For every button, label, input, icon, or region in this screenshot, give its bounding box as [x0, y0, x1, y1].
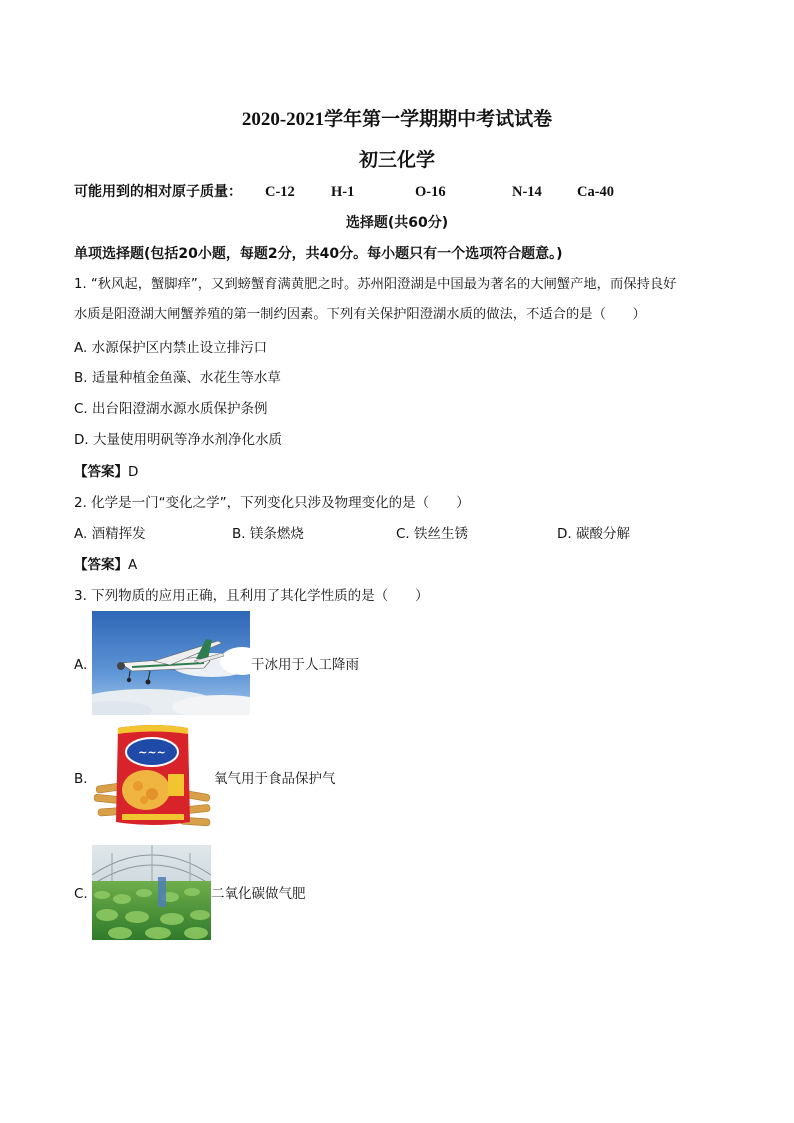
q1-option-d: D. 大量使用明矾等净水剂净化水质 [74, 432, 282, 448]
q1-option-c: C. 出台阳澄湖水源水质保护条例 [74, 401, 268, 417]
q2-option-c: C. 铁丝生锈 [396, 526, 469, 542]
atomic-mass-ca: Ca-40 [577, 184, 615, 200]
exam-title: 2020-2021学年第一学期期中考试试卷 [241, 109, 553, 130]
snack-bag-image [94, 722, 212, 832]
q2-stem: 2. 化学是一门“变化之学”，下列变化只涉及物理变化的是（ ） [74, 495, 470, 511]
atomic-mass-c: C-12 [265, 184, 295, 200]
q1-option-a: A. 水源保护区内禁止设立排污口 [74, 340, 268, 356]
q3-option-c-text: 二氧化碳做气肥 [211, 886, 306, 902]
q2-option-b: B. 镁条燃烧 [232, 526, 304, 542]
q3-option-b-text: 氧气用于食品保护气 [214, 771, 336, 787]
atomic-mass-h: H-1 [331, 184, 355, 200]
greenhouse-image [92, 845, 211, 940]
q1-stem-line1: 1. “秋风起，蟹脚痒”，又到螃蟹育满黄肥之时。苏州阳澄湖是中国最为著名的大闸蟹产地，而保持良好 [74, 277, 677, 292]
airplane-seeding-clouds-photo [92, 611, 250, 715]
exam-subtitle: 初三化学 [358, 150, 435, 171]
q3-option-a-letter: A. [74, 657, 88, 673]
snack-bag-photo [94, 722, 212, 832]
airplane-image [92, 611, 250, 715]
answer-tag: 【答案】 [74, 464, 128, 480]
atomic-mass-o: O-16 [415, 184, 446, 200]
q3-option-c-letter: C. [74, 886, 88, 902]
section-instruction: 单项选择题(包括20小题，每题2分，共40分。每小题只有一个选项符合题意。) [74, 246, 563, 262]
section-heading: 选择题(共60分) [345, 215, 449, 231]
atomic-mass-label: 可能用到的相对原子质量： [74, 184, 242, 200]
q2-answer [74, 556, 137, 574]
atomic-mass-n: N-14 [512, 184, 542, 200]
answer-value: A [128, 557, 138, 573]
greenhouse-vegetables-photo [92, 845, 211, 940]
answer-tag: 【答案】 [74, 557, 128, 573]
q1-stem-line2: 水质是阳澄湖大闸蟹养殖的第一制约因素。下列有关保护阳澄湖水质的做法，不适合的是（ ） [74, 307, 646, 322]
q3-option-a-text: 干冰用于人工降雨 [251, 657, 359, 673]
q3-option-b-letter: B. [74, 771, 88, 787]
q2-option-a: A. 酒精挥发 [74, 526, 146, 542]
q1-answer [74, 463, 138, 481]
q3-stem: 3. 下列物质的应用正确，且利用了其化学性质的是（ ） [74, 588, 429, 604]
q2-option-d: D. 碳酸分解 [557, 526, 630, 542]
q1-option-b: B. 适量种植金鱼藻、水花生等水草 [74, 370, 281, 386]
svg-text:~~~: ~~~ [138, 746, 166, 759]
answer-value: D [128, 464, 139, 480]
